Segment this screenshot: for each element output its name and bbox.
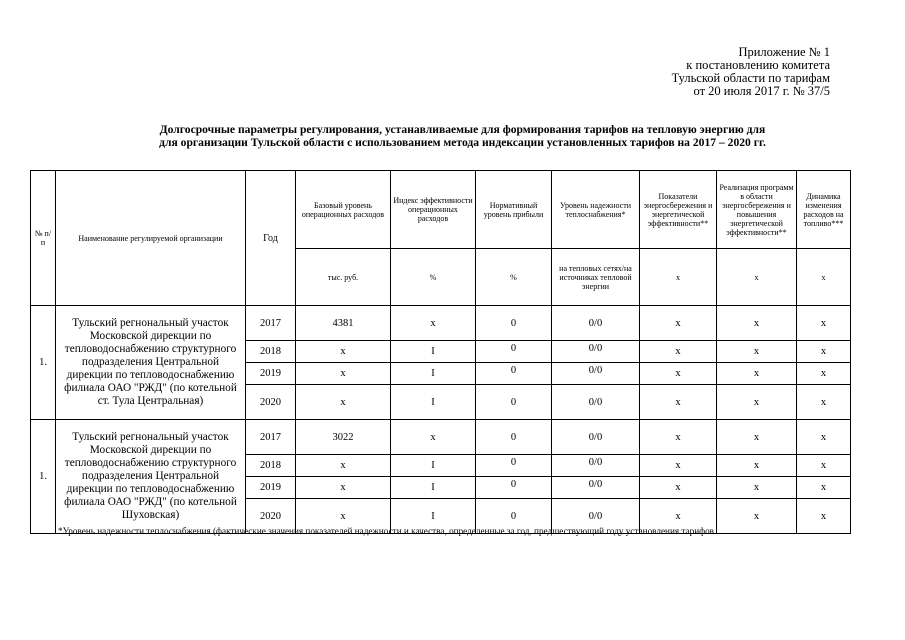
organization-name: Тульский регнональный участок Московской дирекции по тепловодоснабжению структурного подразделения Центральной дирекции по тепловодоснабжению филиала ОАО "РЖД" (по котельной ст. Тула Центральная) bbox=[56, 306, 246, 420]
annex-block bbox=[560, 46, 830, 98]
cell-energy: х bbox=[640, 499, 717, 534]
unit-reliability: на тепловых сетях/на источниках тепловой энергии bbox=[552, 249, 640, 306]
cell-year: 2017 bbox=[246, 306, 296, 341]
cell-base: 4381 bbox=[296, 306, 391, 341]
cell-reliability: 0/0 bbox=[552, 420, 640, 455]
cell-base: х bbox=[296, 363, 391, 385]
cell-energy: х bbox=[640, 341, 717, 363]
organization-name: Тульский регнональный участок Московской дирекции по тепловодоснабжению структурного подразделения Центральной дирекции по тепловодоснабжению филиала ОАО "РЖД" (по котельной Шуховская) bbox=[56, 420, 246, 534]
cell-year: 2019 bbox=[246, 477, 296, 499]
cell-profit: 0 bbox=[476, 420, 552, 455]
group-number: 1. bbox=[31, 420, 56, 534]
cell-programs: х bbox=[717, 420, 797, 455]
cell-index: I bbox=[391, 477, 476, 499]
cell-energy: х bbox=[640, 455, 717, 477]
annex-line-4: от 20 июля 2017 г. № 37/5 bbox=[693, 84, 830, 98]
header-programs: Реализация программ в области энергосбережения и повышения энергетической эффективности** bbox=[717, 171, 797, 249]
unit-index: % bbox=[391, 249, 476, 306]
header-profit: Нормативный уровень прибыли bbox=[476, 171, 552, 249]
footnote: *Уровень надежности теплоснабжения (фактические значения показателей надежности и качества, определенные за год, предшествующий году установления тарифов bbox=[58, 526, 715, 536]
cell-profit: 0 bbox=[476, 477, 552, 499]
unit-profit: % bbox=[476, 249, 552, 306]
cell-programs: х bbox=[717, 477, 797, 499]
cell-index: I bbox=[391, 341, 476, 363]
header-num: № п/п bbox=[31, 171, 56, 306]
title-line-2: для организации Тульской области с использованием метода индексации установленных тарифов на 2017 – 2020 гг. bbox=[159, 136, 766, 149]
cell-reliability: 0/0 bbox=[552, 306, 640, 341]
header-dynamics: Динамика изменения расходов на топливо*** bbox=[797, 171, 851, 249]
cell-programs: х bbox=[717, 385, 797, 420]
header-year: Год bbox=[246, 171, 296, 306]
cell-index: I bbox=[391, 385, 476, 420]
cell-base: х bbox=[296, 499, 391, 534]
cell-year: 2020 bbox=[246, 385, 296, 420]
header-org: Наименование регулируемой организации bbox=[56, 171, 246, 306]
cell-base: 3022 bbox=[296, 420, 391, 455]
cell-reliability: 0/0 bbox=[552, 455, 640, 477]
annex-line-1: Приложение № 1 bbox=[738, 45, 830, 59]
unit-base: тыс. руб. bbox=[296, 249, 391, 306]
cell-energy: х bbox=[640, 385, 717, 420]
cell-year: 2020 bbox=[246, 499, 296, 534]
cell-programs: х bbox=[717, 499, 797, 534]
cell-dynamics: х bbox=[797, 499, 851, 534]
group-number: 1. bbox=[31, 306, 56, 420]
cell-year: 2019 bbox=[246, 363, 296, 385]
annex-line-3: Тульской области по тарифам bbox=[671, 71, 830, 85]
header-index: Индекс эффективности операционных расходов bbox=[391, 171, 476, 249]
cell-dynamics: х bbox=[797, 385, 851, 420]
cell-base: х bbox=[296, 341, 391, 363]
cell-profit: 0 bbox=[476, 306, 552, 341]
cell-year: 2018 bbox=[246, 341, 296, 363]
unit-programs: х bbox=[717, 249, 797, 306]
cell-base: х bbox=[296, 455, 391, 477]
cell-programs: х bbox=[717, 455, 797, 477]
cell-dynamics: х bbox=[797, 420, 851, 455]
cell-reliability: 0/0 bbox=[552, 341, 640, 363]
cell-reliability: 0/0 bbox=[552, 363, 640, 385]
parameters-table bbox=[30, 170, 851, 534]
header-base: Базовый уровень операционных расходов bbox=[296, 171, 391, 249]
cell-profit: 0 bbox=[476, 385, 552, 420]
cell-profit: 0 bbox=[476, 455, 552, 477]
cell-base: х bbox=[296, 477, 391, 499]
cell-reliability: 0/0 bbox=[552, 477, 640, 499]
cell-dynamics: х bbox=[797, 306, 851, 341]
cell-dynamics: х bbox=[797, 455, 851, 477]
cell-dynamics: х bbox=[797, 477, 851, 499]
cell-reliability: 0/0 bbox=[552, 499, 640, 534]
header-energy: Показатели энергосбережения и энергетической эффективности** bbox=[640, 171, 717, 249]
cell-index: I bbox=[391, 363, 476, 385]
cell-programs: х bbox=[717, 306, 797, 341]
cell-index: I bbox=[391, 455, 476, 477]
cell-energy: х bbox=[640, 420, 717, 455]
title-line-1: Долгосрочные параметры регулирования, устанавливаемые для формирования тарифов на тепловую энергию для bbox=[159, 123, 766, 136]
cell-profit: 0 bbox=[476, 363, 552, 385]
cell-programs: х bbox=[717, 341, 797, 363]
cell-energy: х bbox=[640, 363, 717, 385]
table-row bbox=[31, 306, 851, 341]
header-reliability: Уровень надежности теплоснабжения* bbox=[552, 171, 640, 249]
cell-energy: х bbox=[640, 306, 717, 341]
cell-reliability: 0/0 bbox=[552, 385, 640, 420]
annex-line-2: к постановлению комитета bbox=[686, 58, 830, 72]
cell-index: I bbox=[391, 499, 476, 534]
document-title bbox=[60, 123, 865, 149]
cell-base: х bbox=[296, 385, 391, 420]
cell-energy: х bbox=[640, 477, 717, 499]
cell-year: 2017 bbox=[246, 420, 296, 455]
unit-dynamics: х bbox=[797, 249, 851, 306]
cell-profit: 0 bbox=[476, 499, 552, 534]
cell-dynamics: х bbox=[797, 363, 851, 385]
cell-programs: х bbox=[717, 363, 797, 385]
unit-energy: х bbox=[640, 249, 717, 306]
header-row bbox=[31, 171, 851, 249]
cell-profit: 0 bbox=[476, 341, 552, 363]
cell-index: х bbox=[391, 420, 476, 455]
cell-year: 2018 bbox=[246, 455, 296, 477]
table-row bbox=[31, 420, 851, 455]
cell-dynamics: х bbox=[797, 341, 851, 363]
cell-index: х bbox=[391, 306, 476, 341]
